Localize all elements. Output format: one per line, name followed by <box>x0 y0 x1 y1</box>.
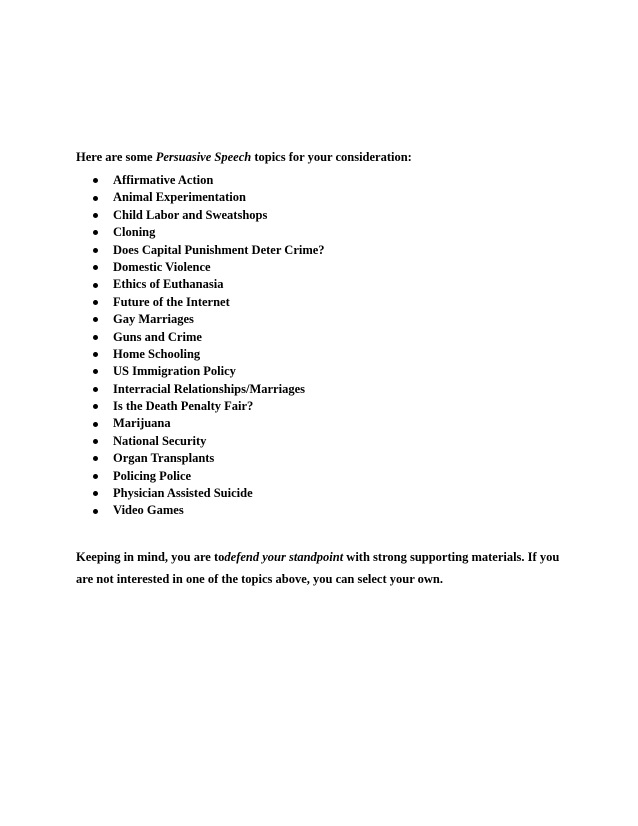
list-item <box>91 259 325 276</box>
bullet-icon <box>93 352 98 357</box>
list-item <box>91 224 325 241</box>
bullet-icon <box>93 509 98 514</box>
intro-paragraph <box>76 149 412 165</box>
bullet-icon <box>93 230 98 235</box>
list-item <box>91 398 325 415</box>
list-item <box>91 242 325 259</box>
list-item <box>91 433 325 450</box>
bullet-icon <box>93 317 98 322</box>
list-item <box>91 329 325 346</box>
bullet-icon <box>93 283 98 288</box>
topic-label: Interracial Relationships/Marriages <box>113 381 305 396</box>
list-item <box>91 189 325 206</box>
topic-label: Physician Assisted Suicide <box>113 486 253 501</box>
bullet-icon <box>93 387 98 392</box>
bullet-icon <box>93 474 98 479</box>
bullet-icon <box>93 491 98 496</box>
topic-label: Cloning <box>113 225 156 240</box>
topic-label: Home Schooling <box>113 346 201 361</box>
closing-suffix: with strong supporting materials. If you are not interested in one of the topics above, you can select your own. <box>76 550 560 586</box>
bullet-icon <box>93 456 98 461</box>
list-item <box>91 276 325 293</box>
topic-label: National Security <box>113 433 207 448</box>
closing-prefix: Keeping in mind, you are to <box>76 550 225 564</box>
bullet-icon <box>93 335 98 340</box>
list-item <box>91 346 325 363</box>
topic-label: Does Capital Punishment Deter Crime? <box>113 242 325 257</box>
bullet-icon <box>93 300 98 305</box>
topic-label: Child Labor and Sweatshops <box>113 207 268 222</box>
list-item <box>91 172 325 189</box>
list-item <box>91 381 325 398</box>
closing-paragraph <box>76 546 576 590</box>
bullet-icon <box>93 213 98 218</box>
list-item <box>91 363 325 380</box>
list-item <box>91 207 325 224</box>
topic-label: Is the Death Penalty Fair? <box>113 399 254 414</box>
topic-label: Ethics of Euthanasia <box>113 277 224 292</box>
topic-label: Affirmative Action <box>113 173 214 187</box>
intro-suffix: topics for your consideration: <box>251 150 412 164</box>
topic-label: Video Games <box>113 503 184 518</box>
bullet-icon <box>93 369 98 374</box>
topic-label: Marijuana <box>113 416 171 431</box>
topic-label: Domestic Violence <box>113 259 211 274</box>
topic-label: US Immigration Policy <box>113 364 236 379</box>
intro-prefix: Here are some <box>76 150 156 164</box>
topic-label: Policing Police <box>113 468 192 483</box>
list-item <box>91 311 325 328</box>
bullet-icon <box>93 248 98 253</box>
topic-label: Gay Marriages <box>113 312 194 327</box>
bullet-icon <box>93 178 98 183</box>
topic-label: Future of the Internet <box>113 294 230 309</box>
bullet-icon <box>93 196 98 201</box>
topic-label: Guns and Crime <box>113 329 202 344</box>
topic-label: Organ Transplants <box>113 451 215 466</box>
bullet-icon <box>93 439 98 444</box>
list-item <box>91 415 325 432</box>
list-item <box>91 468 325 485</box>
topic-label: Animal Experimentation <box>113 190 246 205</box>
topic-list <box>91 172 325 520</box>
bullet-icon <box>93 422 98 427</box>
list-item <box>91 485 325 502</box>
list-item <box>91 294 325 311</box>
list-item <box>91 450 325 467</box>
bullet-icon <box>93 404 98 409</box>
intro-emphasis: Persuasive Speech <box>155 150 252 164</box>
list-item <box>91 502 325 519</box>
bullet-icon <box>93 265 98 270</box>
closing-emphasis: defend your standpoint <box>224 550 344 564</box>
